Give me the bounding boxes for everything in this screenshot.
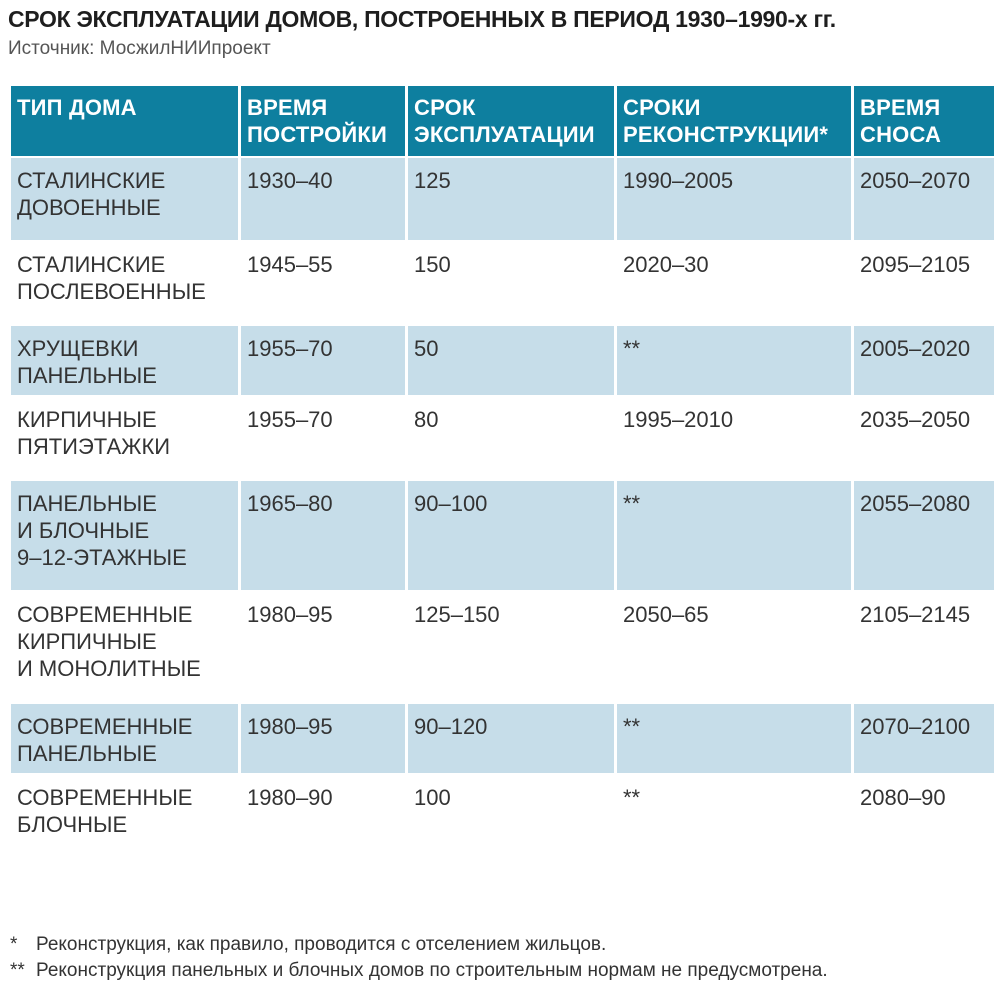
cell-reconstruction: ** [617, 481, 851, 590]
house-type-line: СТАЛИНСКИЕ [17, 252, 166, 277]
house-type-line: ПАНЕЛЬНЫЕ [17, 491, 157, 516]
cell-house-type [11, 592, 238, 702]
cell-house-type [11, 775, 238, 873]
house-type-line: ДОВОЕННЫЕ [17, 195, 161, 220]
house-type-line: СТАЛИНСКИЕ [17, 168, 166, 193]
cell-house-type [11, 326, 238, 395]
house-type-line: ПОСЛЕВОЕННЫЕ [17, 279, 206, 304]
cell-reconstruction: ** [617, 326, 851, 395]
house-type-line: 9–12-ЭТАЖНЫЕ [17, 545, 187, 570]
table-row [11, 397, 994, 479]
header-house-type: ТИП ДОМА [11, 86, 238, 156]
cell-reconstruction: 1990–2005 [617, 158, 851, 240]
cell-demolition: 2005–2020 [854, 326, 994, 395]
house-type-line: ПАНЕЛЬНЫЕ [17, 363, 157, 388]
footnote-1 [10, 932, 828, 958]
house-type-line: СОВРЕМЕННЫЕ [17, 785, 193, 810]
cell-demolition: 2080–90 [854, 775, 994, 873]
cell-house-type [11, 397, 238, 479]
table-header-row [11, 86, 994, 156]
page-title: СРОК ЭКСПЛУАТАЦИИ ДОМОВ, ПОСТРОЕННЫХ В ПЕРИОД 1930–1990-х гг. [8, 6, 836, 32]
source-caption: Источник: МосжилНИИпроект [8, 38, 271, 59]
cell-house-type [11, 242, 238, 324]
cell-build-time: 1955–70 [241, 397, 405, 479]
cell-house-type [11, 158, 238, 240]
service-life-table [8, 84, 997, 875]
cell-build-time: 1965–80 [241, 481, 405, 590]
footnotes [10, 932, 828, 984]
header-reconstruction: СРОКИ РЕКОНСТРУКЦИИ* [617, 86, 851, 156]
house-type-line: СОВРЕМЕННЫЕ [17, 714, 193, 739]
cell-demolition: 2095–2105 [854, 242, 994, 324]
cell-reconstruction: ** [617, 775, 851, 873]
cell-demolition: 2105–2145 [854, 592, 994, 702]
cell-house-type [11, 704, 238, 773]
cell-service-life: 50 [408, 326, 614, 395]
cell-demolition: 2070–2100 [854, 704, 994, 773]
house-type-line: СОВРЕМЕННЫЕ [17, 602, 193, 627]
cell-build-time: 1980–95 [241, 704, 405, 773]
house-type-line: КИРПИЧНЫЕ [17, 629, 157, 654]
cell-service-life: 90–120 [408, 704, 614, 773]
cell-build-time: 1930–40 [241, 158, 405, 240]
table-row [11, 242, 994, 324]
house-type-line: И МОНОЛИТНЫЕ [17, 656, 201, 681]
cell-reconstruction: 2050–65 [617, 592, 851, 702]
footnote-mark: * [10, 934, 18, 955]
cell-reconstruction: 2020–30 [617, 242, 851, 324]
cell-service-life: 80 [408, 397, 614, 479]
footnote-mark: ** [10, 960, 25, 981]
cell-demolition: 2055–2080 [854, 481, 994, 590]
house-type-line: КИРПИЧНЫЕ [17, 407, 157, 432]
header-service-life: СРОК ЭКСПЛУАТАЦИИ [408, 86, 614, 156]
cell-reconstruction: ** [617, 704, 851, 773]
house-type-line: БЛОЧНЫЕ [17, 812, 128, 837]
cell-build-time: 1980–95 [241, 592, 405, 702]
header-demolition: ВРЕМЯ СНОСА [854, 86, 994, 156]
cell-house-type [11, 481, 238, 590]
house-type-line: И БЛОЧНЫЕ [17, 518, 150, 543]
house-type-line: ХРУЩЕВКИ [17, 336, 139, 361]
cell-build-time: 1955–70 [241, 326, 405, 395]
house-type-line: ПАНЕЛЬНЫЕ [17, 741, 157, 766]
cell-service-life: 125 [408, 158, 614, 240]
footnote-text: Реконструкция панельных и блочных домов по строительным нормам не предусмотрена. [36, 960, 828, 981]
footnote-2 [10, 958, 828, 984]
table-row [11, 481, 994, 590]
table-row [11, 326, 994, 395]
table-row [11, 158, 994, 240]
table-body [11, 158, 994, 873]
cell-service-life: 100 [408, 775, 614, 873]
cell-reconstruction: 1995–2010 [617, 397, 851, 479]
house-type-line: ПЯТИЭТАЖКИ [17, 434, 171, 459]
header-build-time: ВРЕМЯ ПОСТРОЙКИ [241, 86, 405, 156]
cell-service-life: 150 [408, 242, 614, 324]
footnote-text: Реконструкция, как правило, проводится с отселением жильцов. [36, 934, 607, 955]
table-row [11, 775, 994, 873]
cell-demolition: 2035–2050 [854, 397, 994, 479]
cell-build-time: 1945–55 [241, 242, 405, 324]
cell-build-time: 1980–90 [241, 775, 405, 873]
cell-service-life: 125–150 [408, 592, 614, 702]
table-row [11, 704, 994, 773]
table-row [11, 592, 994, 702]
cell-demolition: 2050–2070 [854, 158, 994, 240]
cell-service-life: 90–100 [408, 481, 614, 590]
